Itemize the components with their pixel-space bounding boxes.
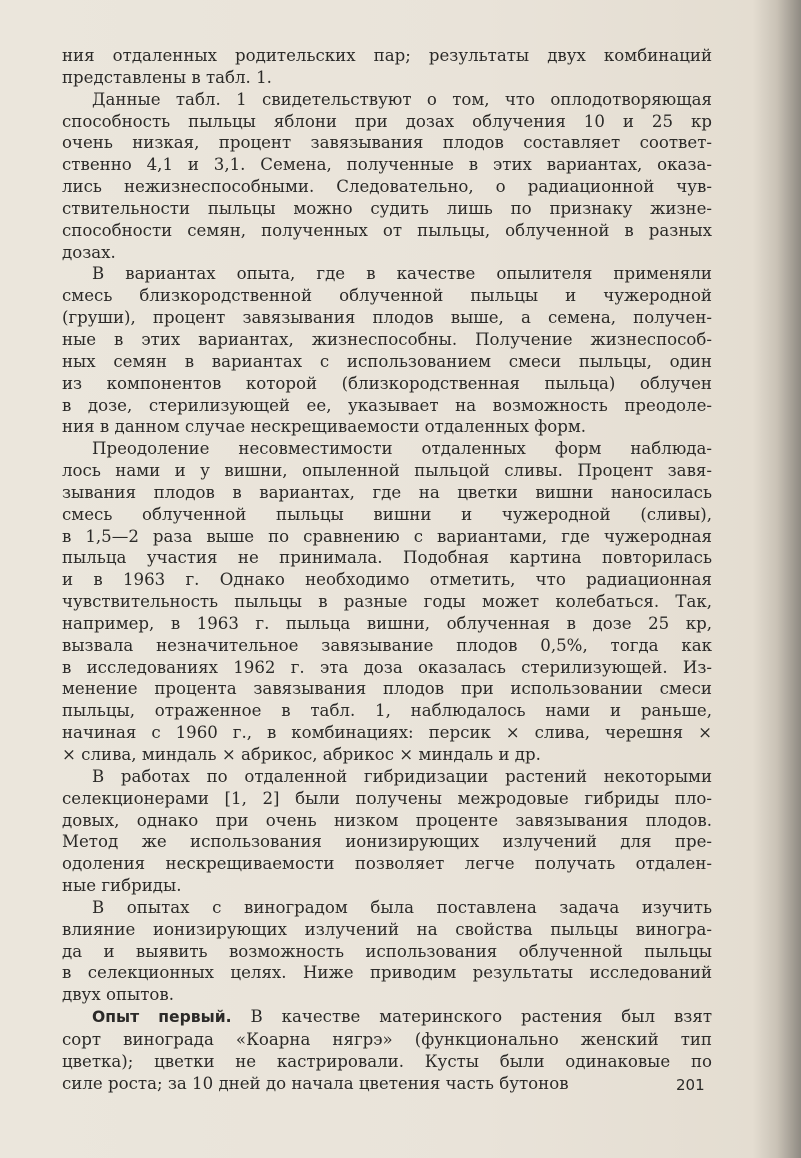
run-in-heading: Опыт первый.: [92, 1008, 232, 1027]
text-line: способности семян, полученных от пыльцы, облученной в разных: [62, 220, 712, 240]
text-line: из компонентов которой (близкородственная пыльца) облучен: [62, 373, 712, 393]
text-line: например, в 1963 г. пыльца вишни, облученная в дозе 25 кр,: [62, 613, 712, 633]
text-line: Данные табл. 1 свидетельствуют о том, что оплодотворяющая: [92, 89, 712, 109]
text-line: смесь облученной пыльцы вишни и чужеродной (сливы),: [62, 504, 712, 524]
text-line: [62, 1006, 712, 1029]
text-line: Метод же использования ионизирующих излучений для пре-: [62, 832, 712, 852]
text-line: дозах.: [62, 242, 116, 262]
text-line: влияние ионизирующих излучений на свойства пыльцы виногра-: [62, 919, 712, 939]
text-line: ствительности пыльцы можно судить лишь по признаку жизне-: [62, 198, 712, 218]
text-line: начиная с 1960 г., в комбинациях: персик × слива, черешня ×: [62, 723, 712, 743]
text-line: лось нами и у вишни, опыленной пыльцой сливы. Процент завя-: [62, 461, 712, 481]
text-line: ния отдаленных родительских пар; результаты двух комбинаций: [62, 46, 712, 65]
text-line-rest: В качестве материнского растения был взят: [231, 1007, 712, 1027]
text-line: лись нежизнеспособными. Следовательно, о радиационной чув-: [62, 177, 712, 197]
text-line: да и выявить возможность использования облученной пыльцы: [62, 941, 712, 961]
text-line: в селекционных целях. Ниже приводим результаты исследований: [62, 963, 712, 983]
text-line: ные гибриды.: [62, 876, 182, 896]
text-line: способность пыльцы яблони при дозах облучения 10 и 25 кр: [62, 111, 712, 131]
text-line: довых, однако при очень низком проценте завязывания плодов.: [62, 810, 712, 830]
text-line: В работах по отдаленной гибридизации растений некоторыми: [92, 766, 712, 786]
text-line: ные в этих вариантах, жизнеспособны. Получение жизнеспособ-: [62, 329, 712, 349]
text-line: сорт винограда «Коарна нягрэ» (функционально женский тип: [62, 1029, 712, 1049]
text-line: В опытах с виноградом была поставлена задача изучить: [92, 897, 712, 917]
body-text: [62, 45, 712, 1095]
text-line: силе роста; за 10 дней до начала цветения часть бутонов: [62, 1073, 569, 1093]
text-line: (груши), процент завязывания плодов выше, а семена, получен-: [62, 308, 712, 328]
text-line: пыльца участия не принимала. Подобная картина повторилась: [62, 548, 712, 568]
page-number: 201: [676, 1076, 705, 1094]
text-line: ния в данном случае нескрещиваемости отдаленных форм.: [62, 417, 587, 437]
text-line: в 1,5—2 раза выше по сравнению с вариантами, где чужеродная: [62, 526, 712, 546]
text-line: вызвала незначительное завязывание плодов 0,5%, тогда как: [62, 635, 712, 655]
text-line: зывания плодов в вариантах, где на цветки вишни наносилась: [62, 482, 712, 502]
text-line: менение процента завязывания плодов при использовании смеси: [62, 679, 712, 699]
text-line: и в 1963 г. Однако необходимо отметить, что радиационная: [62, 570, 712, 590]
text-line: смесь близкородственной облученной пыльцы и чужеродной: [62, 286, 712, 306]
text-line: ственно 4,1 и 3,1. Семена, полученные в этих вариантах, оказа-: [62, 155, 712, 175]
text-line: двух опытов.: [62, 985, 174, 1005]
text-line: В вариантах опыта, где в качестве опылителя применяли: [92, 264, 712, 284]
text-line: представлены в табл. 1.: [62, 67, 272, 87]
text-line: чувствительность пыльцы в разные годы может колебаться. Так,: [62, 592, 712, 612]
text-line: × слива, миндаль × абрикос, абрикос × миндаль и др.: [62, 745, 541, 764]
text-line: цветка); цветки не кастрировали. Кусты были одинаковые по: [62, 1051, 712, 1071]
text-line: пыльцы, отраженное в табл. 1, наблюдалось нами и раньше,: [62, 701, 712, 721]
text-line: в дозе, стерилизующей ее, указывает на возможность преодоле-: [62, 395, 712, 415]
text-line: в исследованиях 1962 г. эта доза оказалась стерилизующей. Из-: [62, 657, 712, 677]
text-line: очень низкая, процент завязывания плодов составляет соответ-: [62, 133, 712, 153]
text-line: селекционерами [1, 2] были получены межродовые гибриды пло-: [62, 788, 712, 808]
text-line: ных семян в вариантах с использованием смеси пыльцы, один: [62, 351, 712, 371]
text-line: одоления нескрещиваемости позволяет легче получать отдален-: [62, 854, 712, 874]
text-line: Преодоление несовместимости отдаленных форм наблюда-: [92, 439, 712, 459]
